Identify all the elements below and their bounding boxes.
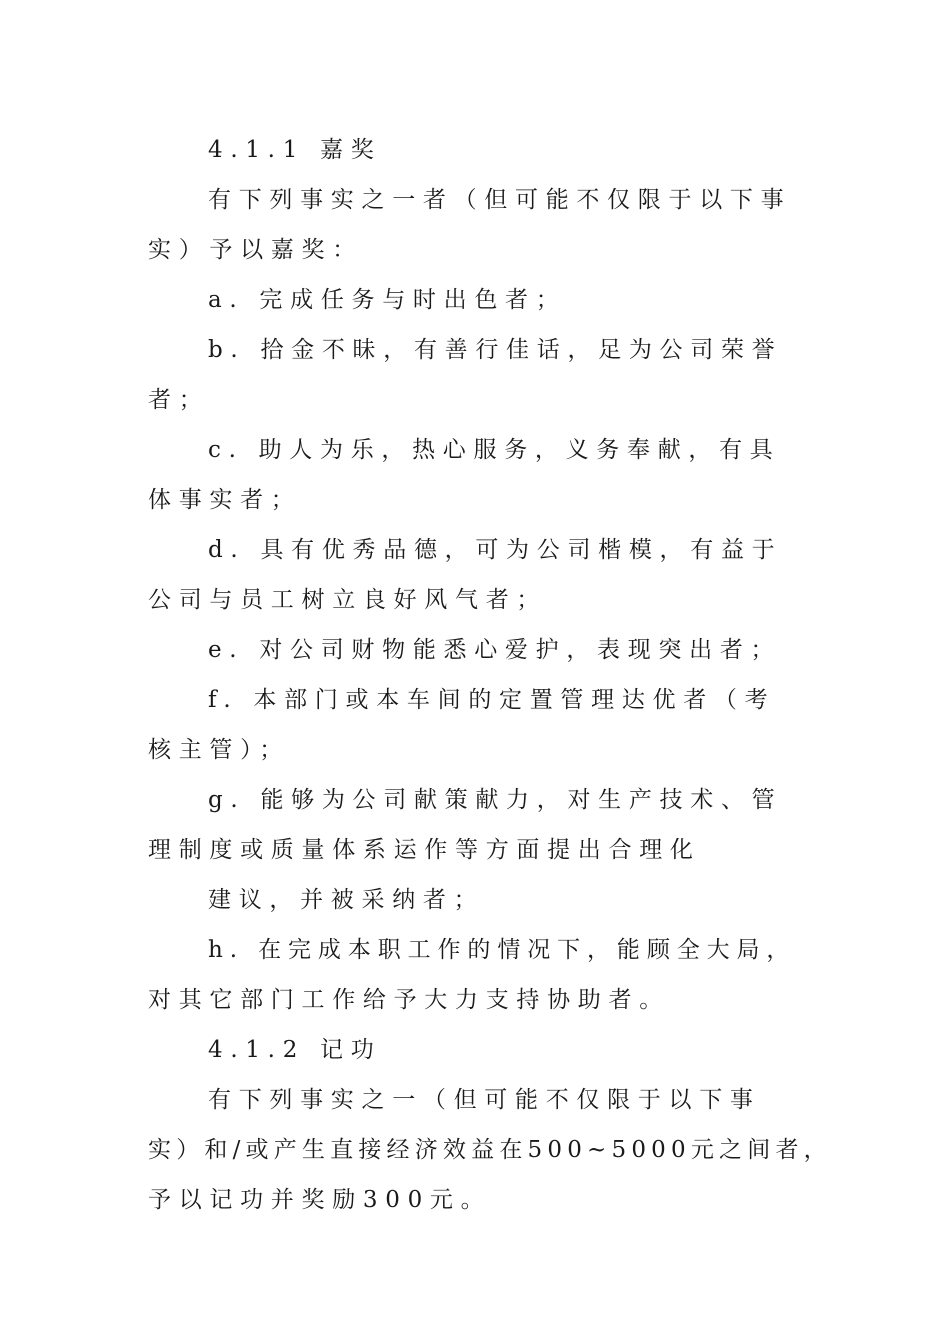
list-item-b-continued: 者； <box>148 387 210 413</box>
list-item-b: b. 拾金不昧，有善行佳话，足为公司荣誉 <box>208 337 783 363</box>
list-item-d: d. 具有优秀品德，可为公司楷模，有益于 <box>208 537 783 563</box>
paragraph-line: 有下列事实之一（但可能不仅限于以下事 <box>208 1087 761 1113</box>
paragraph-line: 实）予以嘉奖： <box>148 237 363 263</box>
list-item-f-continued: 核主管）； <box>148 737 290 763</box>
list-item-h-continued: 对其它部门工作给予大力支持协助者。 <box>148 987 670 1013</box>
list-item-c-continued: 体事实者； <box>148 487 302 513</box>
list-item-a: a. 完成任务与时出色者； <box>208 287 567 313</box>
list-item-e: e. 对公司财物能悉心爱护，表现突出者； <box>208 637 782 663</box>
paragraph-line: 实）和/或产生直接经济效益在500~5000元之间者， <box>148 1137 832 1163</box>
list-item-d-continued: 公司与员工树立良好风气者； <box>148 587 548 613</box>
list-item-f: f. 本部门或本车间的定置管理达优者（考 <box>208 687 776 713</box>
section-heading-4-1-2: 4.1.2 记功 <box>208 1037 382 1063</box>
list-item-g-continued: 理制度或质量体系运作等方面提出合理化 <box>148 837 701 863</box>
paragraph-line: 予以记功并奖励300元。 <box>148 1187 492 1213</box>
list-item-g-continued: 建议，并被采纳者； <box>208 887 485 913</box>
paragraph-line: 有下列事实之一者（但可能不仅限于以下事 <box>208 187 792 213</box>
section-heading-4-1-1: 4.1.1 嘉奖 <box>208 137 382 163</box>
list-item-g: g. 能够为公司献策献力，对生产技术、管 <box>208 787 783 813</box>
list-item-h: h. 在完成本职工作的情况下，能顾全大局， <box>208 937 797 963</box>
list-item-c: c. 助人为乐，热心服务，义务奉献，有具 <box>208 437 781 463</box>
